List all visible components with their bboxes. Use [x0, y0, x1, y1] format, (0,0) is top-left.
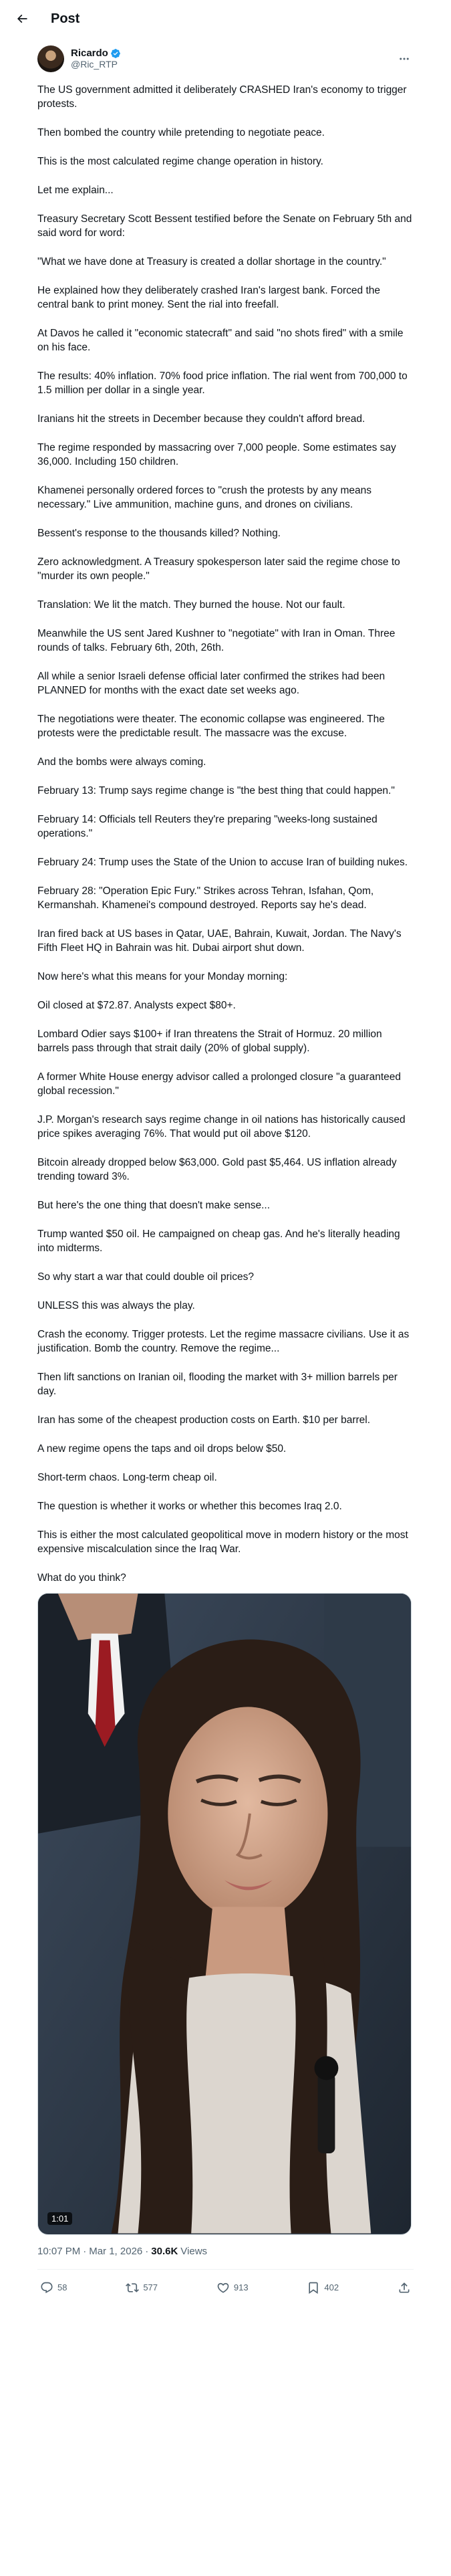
reply-icon — [40, 2281, 53, 2294]
post-paragraph: Lombard Odier says $100+ if Iran threatens the Strait of Hormuz. 20 million barrels pass through that strait daily (20% of global supply). — [37, 1029, 385, 1054]
like-count: 913 — [233, 2282, 249, 2292]
author-name-row — [71, 47, 121, 59]
avatar[interactable] — [37, 45, 64, 72]
post-paragraph: The US government admitted it deliberately CRASHED Iran's economy to trigger protests. — [37, 84, 410, 110]
post-paragraph: Meanwhile the US sent Jared Kushner to "negotiate" with Iran in Oman. Three rounds of talks. February 6th, 20th, 26th. — [37, 628, 398, 653]
post-paragraph: Now here's what this means for your Monday morning: — [37, 971, 288, 982]
post — [0, 37, 451, 2305]
post-paragraph: Treasury Secretary Scott Bessent testified before the Senate on February 5th and said word for word: — [37, 213, 415, 239]
verified-badge-icon — [110, 48, 121, 59]
reply-button[interactable] — [40, 2281, 67, 2294]
post-paragraph: He explained how they deliberately crashed Iran's largest bank. Forced the central bank to print money. Sent the rial into freefall. — [37, 285, 384, 310]
arrow-left-icon — [15, 12, 29, 25]
post-paragraph: So why start a war that could double oil prices? — [37, 1271, 254, 1283]
post-paragraph: UNLESS this was always the play. — [37, 1300, 195, 1311]
back-button[interactable] — [11, 7, 33, 30]
post-paragraph: "What we have done at Treasury is created a dollar shortage in the country." — [37, 256, 386, 267]
share-button[interactable] — [398, 2281, 411, 2294]
like-button[interactable] — [216, 2281, 249, 2294]
post-paragraph: Translation: We lit the match. They burned the house. Not our fault. — [37, 599, 345, 611]
share-icon — [398, 2281, 411, 2294]
post-metadata — [37, 2246, 414, 2257]
post-paragraph: But here's the one thing that doesn't make sense... — [37, 1200, 271, 1211]
ellipsis-icon — [398, 53, 410, 65]
meta-separator: · — [145, 2246, 149, 2257]
bookmark-icon — [307, 2281, 320, 2294]
post-paragraph: February 14: Officials tell Reuters they're preparing "weeks-long sustained operations." — [37, 814, 381, 839]
views-count[interactable]: 30.6K — [151, 2246, 178, 2257]
post-paragraph: All while a senior Israeli defense official later confirmed the strikes had been PLANNED for months with the exact date set weeks ago. — [37, 671, 388, 696]
repost-count: 577 — [143, 2282, 158, 2292]
post-date[interactable]: Mar 1, 2026 — [89, 2246, 143, 2257]
video-thumbnail — [38, 1594, 411, 2234]
video-duration: 1:01 — [47, 2212, 72, 2225]
post-paragraph: Bessent's response to the thousands killed? Nothing. — [37, 528, 281, 539]
post-paragraph: The negotiations were theater. The economic collapse was engineered. The protests were the predictable result. The massacre was the excuse. — [37, 714, 388, 739]
action-bar — [37, 2269, 414, 2305]
author-handle[interactable]: @Ric_RTP — [71, 59, 118, 70]
post-paragraph: The regime responded by massacring over 7,000 people. Some estimates say 36,000. Including 150 children. — [37, 442, 400, 467]
post-paragraph: A new regime opens the taps and oil drops below $50. — [37, 1443, 287, 1455]
post-paragraph: The question is whether it works or whether this becomes Iraq 2.0. — [37, 1501, 342, 1512]
post-paragraph: A former White House energy advisor called a prolonged closure "a guaranteed global recession." — [37, 1071, 404, 1097]
reply-count: 58 — [57, 2282, 67, 2292]
author-name[interactable]: Ricardo — [71, 47, 108, 59]
post-paragraph: Bitcoin already dropped below $63,000. Gold past $5,464. US inflation already trending toward 3%. — [37, 1157, 400, 1182]
meta-separator: · — [83, 2246, 87, 2257]
post-paragraph: Khamenei personally ordered forces to "crush the protests by any means necessary." Live ammunition, machine guns, and drones on civilians. — [37, 485, 375, 510]
post-paragraph: Iran fired back at US bases in Qatar, UAE, Bahrain, Kuwait, Jordan. The Navy's Fifth Fleet HQ in Bahrain was hit. Dubai airport shut down. — [37, 928, 404, 954]
top-bar — [0, 0, 451, 37]
post-paragraph: Let me explain... — [37, 185, 114, 196]
post-time[interactable]: 10:07 PM — [37, 2246, 81, 2257]
repost-button[interactable] — [126, 2281, 158, 2294]
post-paragraph: Iran has some of the cheapest production costs on Earth. $10 per barrel. — [37, 1414, 371, 1426]
post-paragraph: Then bombed the country while pretending to negotiate peace. — [37, 127, 325, 138]
author-row — [37, 43, 414, 75]
post-paragraph: Crash the economy. Trigger protests. Let the regime massacre civilians. Use it as justification. Bomb the country. Remove the regime... — [37, 1329, 412, 1354]
post-paragraph: February 13: Trump says regime change is "the best thing that could happen." — [37, 785, 395, 796]
post-paragraph: Iranians hit the streets in December because they couldn't afford bread. — [37, 413, 365, 425]
post-paragraph: What do you think? — [37, 1572, 126, 1584]
post-paragraph: The results: 40% inflation. 70% food price inflation. The rial went from 700,000 to 1.5 million per dollar in a single year. — [37, 370, 411, 396]
post-paragraph: Then lift sanctions on Iranian oil, flooding the market with 3+ million barrels per day. — [37, 1372, 401, 1397]
post-paragraph: Trump wanted $50 oil. He campaigned on cheap gas. And he's literally heading into midterms. — [37, 1228, 403, 1254]
post-paragraph: February 24: Trump uses the State of the Union to accuse Iran of building nukes. — [37, 857, 408, 868]
video-player[interactable] — [37, 1593, 412, 2235]
bookmark-count: 402 — [324, 2282, 339, 2292]
repost-icon — [126, 2281, 139, 2294]
post-paragraph: This is either the most calculated geopolitical move in modern history or the most expensive miscalculation since the Iraq War. — [37, 1529, 412, 1555]
post-paragraph: February 28: "Operation Epic Fury." Strikes across Tehran, Isfahan, Qom, Kermanshah. Khamenei's compound destroyed. Reports say he's dead. — [37, 885, 377, 911]
bookmark-button[interactable] — [307, 2281, 339, 2294]
post-paragraph: At Davos he called it "economic statecraft" and said "no shots fired" with a smile on his face. — [37, 328, 406, 353]
heart-icon — [216, 2281, 230, 2294]
page-title: Post — [51, 11, 80, 26]
post-text — [37, 83, 414, 1585]
post-paragraph: And the bombs were always coming. — [37, 756, 206, 768]
post-paragraph: Oil closed at $72.87. Analysts expect $80+. — [37, 1000, 236, 1011]
author-meta — [71, 47, 121, 70]
post-paragraph: J.P. Morgan's research says regime change in oil nations has historically caused price spikes averaging 76%. That would put oil above $120. — [37, 1114, 408, 1140]
views-label: Views — [180, 2246, 208, 2257]
post-paragraph: This is the most calculated regime change operation in history. — [37, 156, 323, 167]
post-paragraph: Short-term chaos. Long-term cheap oil. — [37, 1472, 217, 1483]
more-options-button[interactable] — [395, 49, 414, 68]
post-paragraph: Zero acknowledgment. A Treasury spokesperson later said the regime chose to "murder its own people." — [37, 556, 404, 582]
